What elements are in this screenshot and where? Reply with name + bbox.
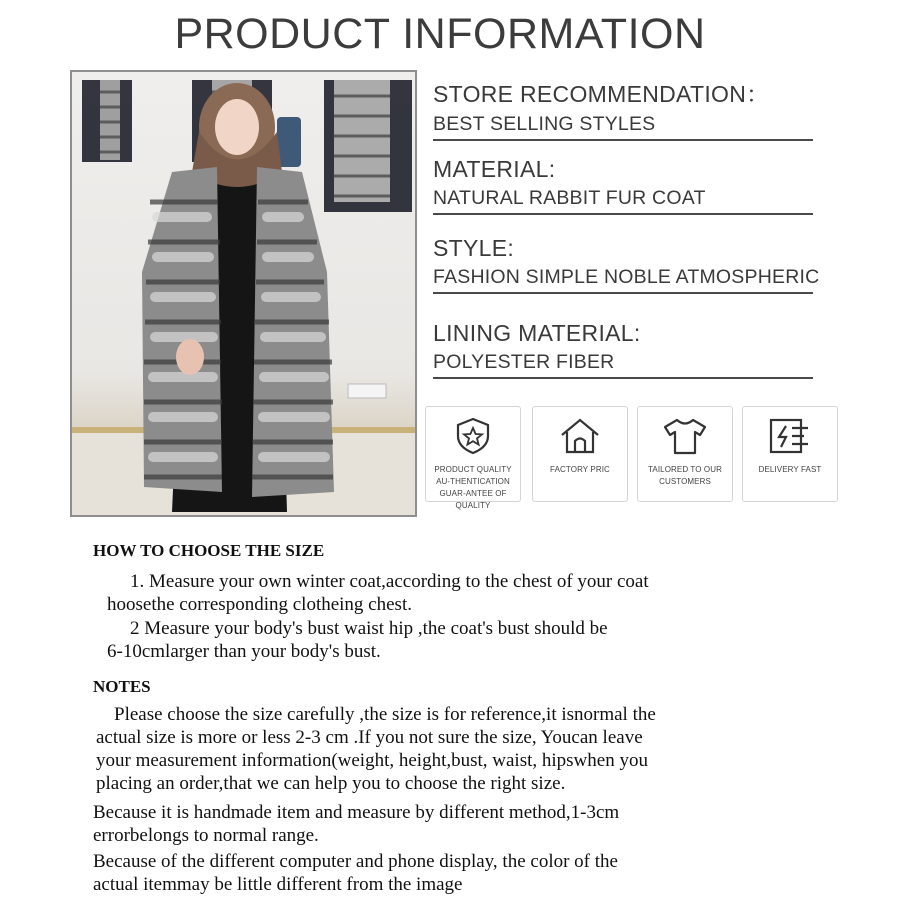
- page-title: PRODUCT INFORMATION: [174, 10, 706, 58]
- size-guide-line: 2 Measure your body's bust waist hip ,the coat's bust should be: [130, 618, 608, 639]
- feature-cards: [425, 406, 845, 510]
- feature-caption: PRODUCT QUALITY AU-THENTICATION GUAR-ANTEE OF QUALITY: [434, 465, 512, 510]
- notes-line: Because it is handmade item and measure by different method,1-3cm: [93, 802, 620, 823]
- notes-line: errorbelongs to normal range.: [93, 825, 319, 846]
- tshirt-icon: [660, 416, 710, 456]
- shield-star-icon: [451, 416, 495, 456]
- notes-line: actual itemmay be little different from the image: [93, 874, 463, 895]
- spec-material: [433, 156, 813, 215]
- feature-card-quality: [425, 406, 521, 510]
- spec-label: STORE RECOMMENDATION：: [433, 81, 770, 107]
- spec-value: POLYESTER FIBER: [433, 347, 813, 379]
- feature-caption: TAILORED TO OUR CUSTOMERS: [648, 465, 722, 486]
- notes-line: placing an order,that we can help you to choose the right size.: [96, 773, 566, 794]
- spec-value: BEST SELLING STYLES: [433, 109, 813, 141]
- spec-value: NATURAL RABBIT FUR COAT: [433, 183, 813, 215]
- product-photo: [70, 70, 417, 517]
- spec-label: LINING MATERIAL:: [433, 320, 641, 346]
- house-icon: [556, 416, 604, 456]
- feature-card-tailored: [637, 406, 733, 502]
- size-guide-heading: HOW TO CHOOSE THE SIZE: [93, 541, 325, 560]
- spec-lining-material: [433, 320, 813, 379]
- spec-style: [433, 235, 820, 294]
- notes-heading: NOTES: [93, 677, 151, 696]
- notes-line: Because of the different computer and phone display, the color of the: [93, 851, 618, 872]
- lightning-lines-icon: [766, 416, 814, 456]
- notes-line: Please choose the size carefully ,the size is for reference,it isnormal the: [114, 704, 656, 725]
- spec-label: MATERIAL:: [433, 156, 556, 182]
- feature-caption: DELIVERY FAST: [758, 465, 822, 474]
- spec-store-recommendation: [433, 76, 813, 141]
- feature-card-delivery: [742, 406, 838, 502]
- size-guide-line: 6-10cmlarger than your body's bust.: [107, 641, 381, 662]
- notes-line: actual size is more or less 2-3 cm .If you not sure the size, Youcan leave: [96, 727, 643, 748]
- feature-caption: FACTORY PRIC: [550, 465, 610, 474]
- size-guide-line: hoosethe corresponding clotheing chest.: [107, 594, 412, 615]
- notes-line: your measurement information(weight, height,bust, waist, hipswhen you: [96, 750, 648, 771]
- spec-label: STYLE:: [433, 235, 515, 261]
- feature-card-factory: [532, 406, 628, 502]
- spec-value: FASHION SIMPLE NOBLE ATMOSPHERIC: [433, 262, 813, 294]
- size-guide-line: 1. Measure your own winter coat,according to the chest of your coat: [130, 571, 649, 592]
